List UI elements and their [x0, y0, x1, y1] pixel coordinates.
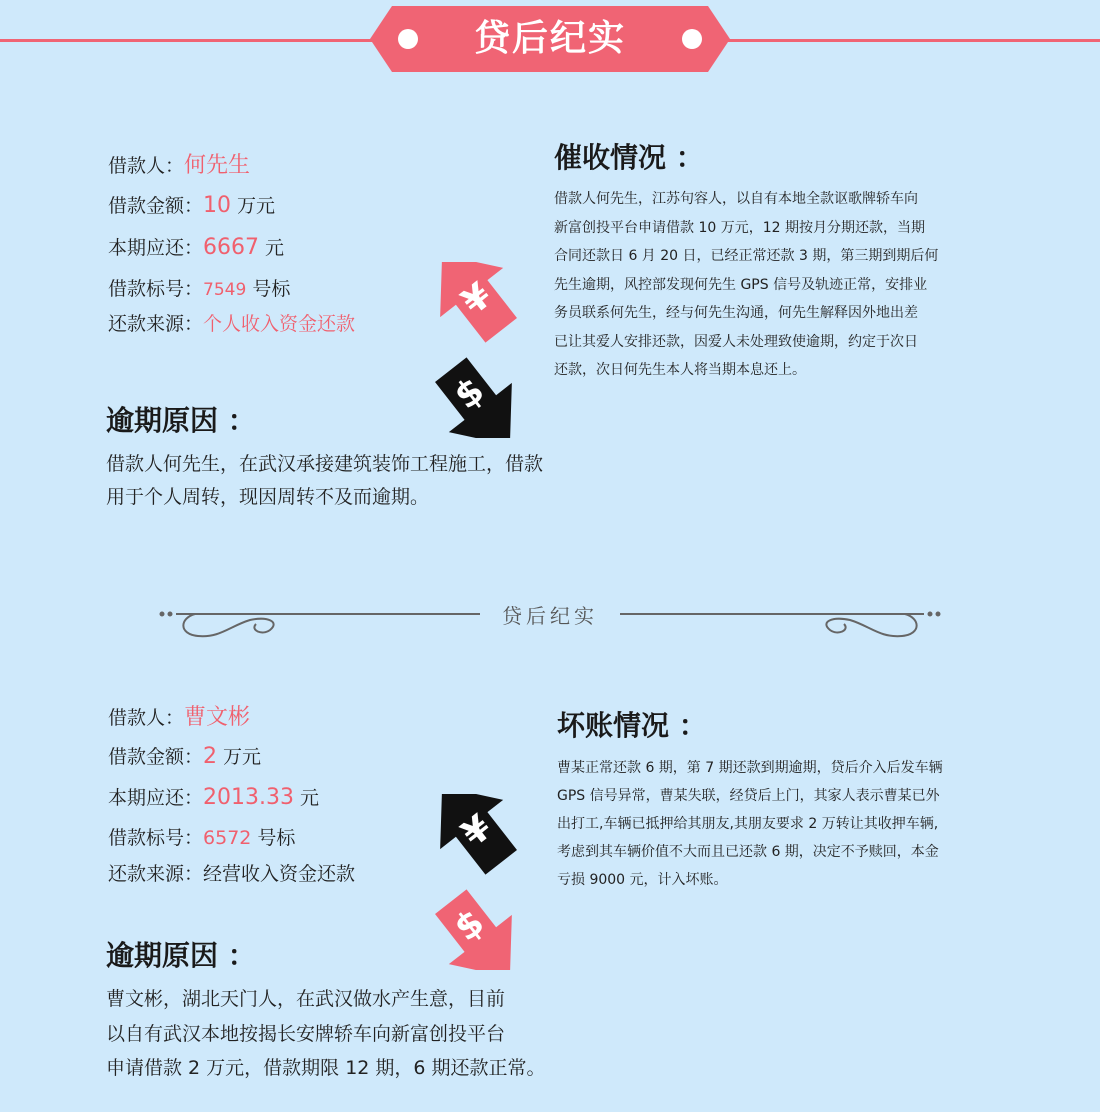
text-line: 已让其爱人安排还款，因爱人未处理致使逾期，约定于次日: [554, 333, 918, 350]
code-unit: 号标: [246, 278, 291, 300]
text-line: 以自有武汉本地按揭长安牌轿车向新富创投平台: [106, 1022, 506, 1045]
exchange-arrows-icon: [396, 262, 556, 438]
due-unit: 元: [294, 787, 320, 809]
text-line: 考虑到其车辆价值不大而且已还款 6 期，决定不予赎回，本金: [557, 844, 939, 860]
case1-source: [108, 309, 355, 336]
baddebt-heading: 坏账情况 ：: [557, 709, 707, 742]
baddebt-text: [557, 754, 997, 894]
text-line: 用于个人周转，现因周转不及而逾期。: [106, 486, 430, 508]
overdue-text: [106, 982, 586, 1086]
case2-code: [108, 823, 295, 850]
case1-code: [108, 274, 290, 301]
borrower-value: 曹文彬: [184, 705, 251, 730]
text-line: 申请借款 2 万元，借款期限 12 期，6 期还款正常。: [106, 1057, 546, 1079]
text-line: 出打工,车辆已抵押给其朋友,其朋友要求 2 万转让其收押车辆,: [557, 816, 939, 832]
code-unit: 号标: [251, 827, 296, 849]
case2-borrower: [108, 700, 250, 731]
due-value: 2013.33: [203, 785, 294, 810]
text-line: 务员联系何先生，经与何先生沟通，何先生解释因外地出差: [554, 305, 918, 321]
case1-due: [108, 233, 284, 260]
banner-line-left: [0, 39, 372, 42]
yen-symbol: ¥: [454, 275, 500, 324]
yen-symbol: ¥: [454, 807, 500, 856]
collection-text: [554, 185, 994, 385]
text-line: 新富创投平台申请借款 10 万元，12 期按月分期还款，当期: [554, 219, 925, 236]
text-line: 亏损 9000 元，计入坏账。: [557, 872, 728, 888]
due-unit: 元: [259, 237, 285, 259]
banner-title: 贷后纪实: [473, 18, 626, 59]
amount-unit: 万元: [217, 746, 262, 768]
divider-title: 贷后纪实: [502, 604, 598, 628]
code-label: 借款标号：: [108, 827, 204, 849]
case1-amount: [108, 191, 275, 218]
amount-label: 借款金额：: [108, 195, 204, 217]
dollar-symbol: $: [447, 901, 493, 950]
text-line: 曹文彬，湖北天门人，在武汉做水产生意，目前: [106, 988, 506, 1010]
overdue-heading: 逾期原因 ：: [106, 404, 256, 437]
source-value: 经营收入资金还款: [203, 863, 356, 885]
overdue-heading: 逾期原因 ：: [106, 939, 256, 972]
banner-line-right: [728, 39, 1100, 42]
text-line: 借款人何先生，江苏句容人，以自有本地全款讴歌牌轿车向: [554, 191, 918, 207]
text-line: 合同还款日 6 月 20 日，已经正常还款 3 期，第三期到期后何: [554, 248, 939, 264]
borrower-label: 借款人：: [108, 707, 185, 729]
code-value: 7549: [203, 280, 247, 300]
overdue-text: [106, 448, 586, 514]
case2-amount: [108, 742, 261, 769]
amount-label: 借款金额：: [108, 746, 204, 768]
text-line: 曹某正常还款 6 期，第 7 期还款到期逾期，贷后介入后发车辆: [557, 760, 943, 776]
due-value: 6667: [203, 235, 260, 260]
borrower-value: 何先生: [184, 153, 251, 178]
dollar-symbol: $: [447, 369, 493, 418]
text-line: 先生逾期，风控部发现何先生 GPS 信号及轨迹正常，安排业: [554, 276, 928, 293]
source-value: 个人收入资金还款: [203, 313, 356, 335]
text-line: GPS 信号异常，曹某失联，经贷后上门，其家人表示曹某已外: [557, 788, 940, 804]
case1-borrower: [108, 148, 250, 179]
amount-value: 10: [203, 193, 232, 218]
case2-due: [108, 783, 319, 810]
case2-source: [108, 859, 355, 886]
collection-heading: 催收情况 ：: [554, 141, 704, 174]
code-label: 借款标号：: [108, 278, 204, 300]
text-line: 还款，次日何先生本人将当期本息还上。: [554, 362, 806, 378]
borrower-label: 借款人：: [108, 155, 185, 177]
amount-unit: 万元: [231, 195, 276, 217]
due-label: 本期应还：: [108, 237, 204, 259]
source-label: 还款来源：: [108, 313, 204, 335]
text-line: 借款人何先生，在武汉承接建筑装饰工程施工，借款: [106, 453, 544, 475]
code-value: 6572: [203, 827, 252, 849]
exchange-arrows-icon: [396, 794, 556, 970]
due-label: 本期应还：: [108, 787, 204, 809]
amount-value: 2: [203, 744, 218, 769]
source-label: 还款来源：: [108, 863, 204, 885]
